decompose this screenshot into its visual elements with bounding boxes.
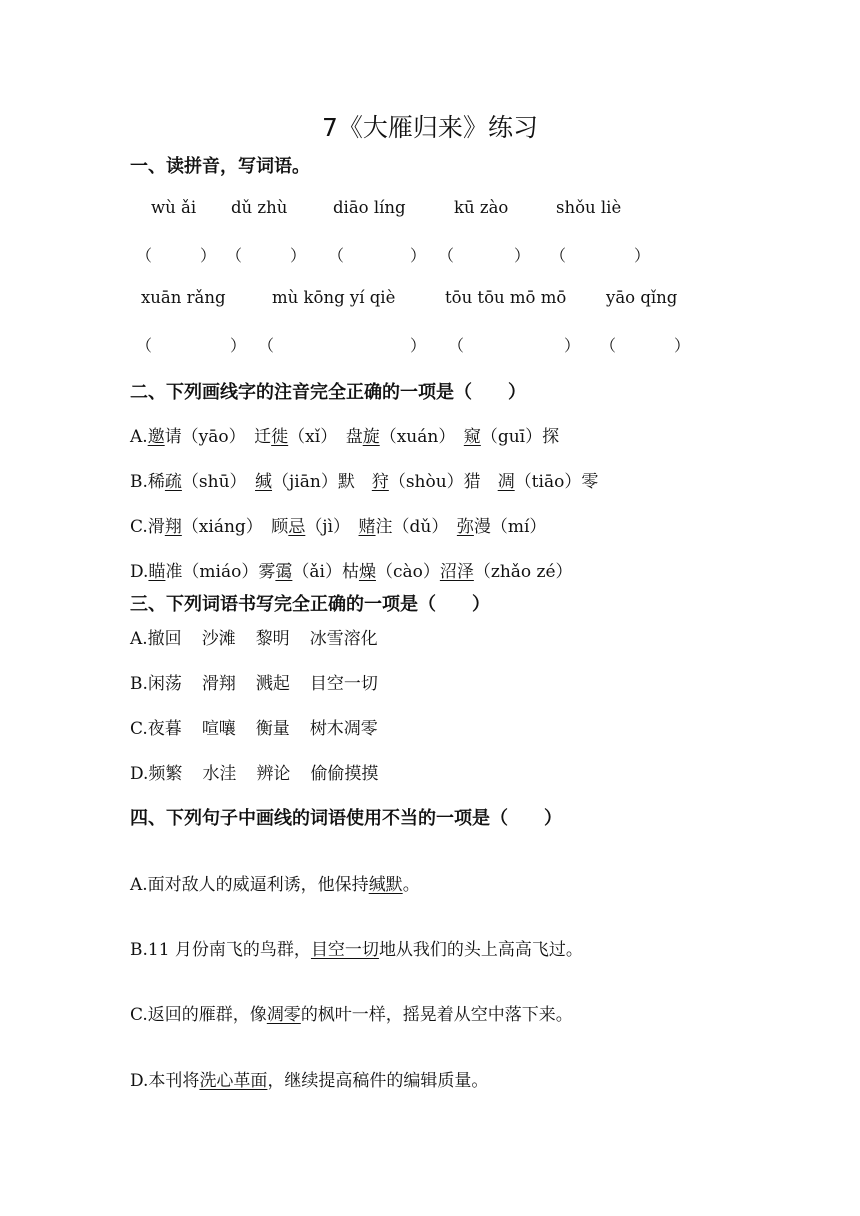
underlined-text: 燥	[358, 562, 376, 582]
question-2-option-b	[130, 467, 598, 492]
answer-blank-5-open: （	[550, 246, 567, 265]
option-word: 树木凋零	[309, 719, 378, 739]
option-word: 水洼	[202, 764, 237, 784]
question-3-option-b	[130, 669, 398, 694]
underlined-text: 翔	[164, 517, 182, 537]
pinyin-1: wù ǎi	[151, 198, 197, 217]
option-word: 沙滩	[201, 629, 236, 649]
option-word: 黎明	[255, 629, 290, 649]
answer-blank-2-open: （	[226, 246, 243, 265]
option-text: （xuán）	[379, 427, 464, 447]
underlined-text: 霭	[275, 562, 293, 582]
underlined-text: 凋零	[266, 1005, 301, 1025]
underlined-text: 弥	[456, 517, 474, 537]
option-word: 衡量	[255, 719, 290, 739]
answer-blank-6-open: （	[136, 336, 153, 355]
underlined-text: 缄	[255, 472, 273, 492]
underlined-text: 疏	[164, 472, 182, 492]
answer-blank-4-close: ）	[514, 246, 531, 265]
option-word: 偷偷摸摸	[310, 764, 379, 784]
page-title: 7《大雁归来》练习	[322, 113, 538, 142]
answer-blank-8-close: ）	[564, 336, 581, 355]
option-text: D.	[130, 562, 149, 582]
pinyin-5: shǒu liè	[556, 198, 622, 217]
option-text: 请（yāo） 迁	[164, 427, 272, 447]
answer-blank-1-close: ）	[200, 246, 217, 265]
underlined-text: 忌	[288, 517, 306, 537]
underlined-text: 凋	[497, 472, 515, 492]
underlined-text: 徙	[271, 427, 289, 447]
answer-blank-8-open: （	[448, 336, 465, 355]
pinyin-9: yāo qǐng	[606, 288, 678, 307]
option-text: （guī）探	[480, 427, 560, 447]
option-word: C.夜暮	[130, 719, 182, 739]
option-text: A.面对敌人的威逼利诱，他保持	[130, 875, 369, 895]
question-2-option-c	[130, 512, 546, 537]
option-word: 辨论	[256, 764, 291, 784]
answer-blank-5-close: ）	[634, 246, 651, 265]
underlined-text: 瞄	[148, 562, 166, 582]
option-text: ，继续提高稿件的编辑质量。	[267, 1071, 489, 1091]
underlined-text: 旋	[362, 427, 380, 447]
option-word: D.频繁	[130, 764, 183, 784]
option-word: A.撤回	[130, 629, 182, 649]
option-text: 准（miáo）雾	[165, 562, 276, 582]
pinyin-6: xuān rǎng	[141, 288, 226, 307]
underlined-text: 缄默	[368, 875, 403, 895]
underlined-text: 狩	[371, 472, 389, 492]
answer-blank-3-close: ）	[410, 246, 427, 265]
option-text: （jiān）默	[272, 472, 372, 492]
pinyin-7: mù kōng yí qiè	[272, 288, 396, 307]
option-text: （shū）	[181, 472, 256, 492]
option-text: （zhǎo zé）	[473, 562, 573, 582]
answer-blank-7-close: ）	[410, 336, 427, 355]
option-text: D.本刊将	[130, 1071, 200, 1091]
answer-blank-4-open: （	[438, 246, 455, 265]
question-4-option-a	[130, 870, 420, 895]
option-text: 。	[402, 875, 420, 895]
pinyin-3: diāo líng	[333, 198, 406, 217]
option-text: A.	[130, 427, 148, 447]
option-word: B.闲荡	[130, 674, 182, 694]
answer-blank-9-close: ）	[674, 336, 691, 355]
option-word: 目空一切	[309, 674, 378, 694]
answer-blank-2-close: ）	[290, 246, 307, 265]
underlined-text: 赌	[358, 517, 376, 537]
option-text: 注（dǔ）	[375, 517, 457, 537]
underlined-text: 沼泽	[439, 562, 474, 582]
option-text: C.滑	[130, 517, 165, 537]
option-text: （cào）	[375, 562, 440, 582]
question-2-option-a	[130, 422, 559, 447]
answer-blank-1-open: （	[136, 246, 153, 265]
question-3-option-d	[130, 759, 398, 784]
question-1-heading: 一、读拼音，写词语。	[130, 156, 310, 177]
option-text: （jì）	[305, 517, 359, 537]
question-4-option-c	[130, 1000, 573, 1025]
question-4-option-b	[130, 935, 583, 960]
pinyin-8: tōu tōu mō mō	[445, 288, 567, 307]
option-text: C.返回的雁群，像	[130, 1005, 267, 1025]
option-word: 冰雪溶化	[309, 629, 378, 649]
question-3-heading: 三、下列词语书写完全正确的一项是（ ）	[130, 594, 490, 615]
answer-blank-3-open: （	[328, 246, 345, 265]
answer-blank-7-open: （	[258, 336, 275, 355]
option-text: 漫（mí）	[473, 517, 547, 537]
underlined-text: 洗心革面	[199, 1071, 268, 1091]
underlined-text: 邀	[147, 427, 165, 447]
answer-blank-6-close: ）	[230, 336, 247, 355]
question-2-heading: 二、下列画线字的注音完全正确的一项是（ ）	[130, 382, 526, 403]
option-text: （ǎi）枯	[292, 562, 359, 582]
option-text: B.11 月份南飞的鸟群，	[130, 940, 311, 960]
underlined-text: 目空一切	[310, 940, 379, 960]
question-4-option-d	[130, 1066, 488, 1091]
option-text: （shòu）猎	[388, 472, 498, 492]
underlined-text: 窥	[463, 427, 481, 447]
pinyin-2: dǔ zhù	[231, 198, 288, 217]
answer-blank-9-open: （	[600, 336, 617, 355]
option-text: （xǐ） 盘	[288, 427, 363, 447]
question-2-option-d	[130, 557, 573, 582]
pinyin-4: kū zào	[454, 198, 509, 217]
question-3-option-c	[130, 714, 398, 739]
option-word: 滑翔	[201, 674, 236, 694]
option-text: （tiāo）零	[514, 472, 599, 492]
option-text: 地从我们的头上高高飞过。	[378, 940, 583, 960]
option-word: 溅起	[255, 674, 290, 694]
question-3-option-a	[130, 624, 398, 649]
option-text: B.稀	[130, 472, 165, 492]
option-word: 喧嚷	[201, 719, 236, 739]
option-text: （xiáng） 顾	[181, 517, 289, 537]
question-4-heading: 四、下列句子中画线的词语使用不当的一项是（ ）	[130, 808, 562, 829]
option-text: 的枫叶一样，摇晃着从空中落下来。	[300, 1005, 573, 1025]
